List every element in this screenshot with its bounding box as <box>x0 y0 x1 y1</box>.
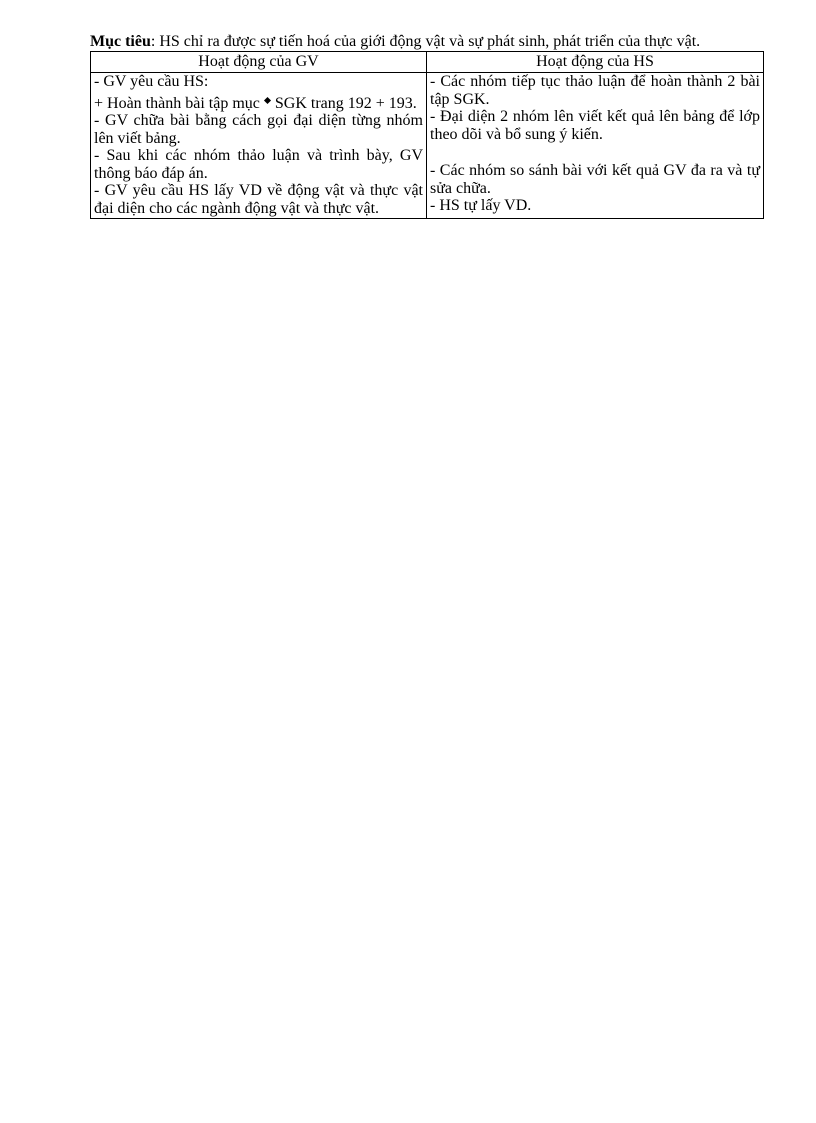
hs-activities-cell <box>427 73 764 219</box>
spacer <box>430 143 760 162</box>
objective-paragraph <box>90 33 763 51</box>
activities-table <box>90 51 764 219</box>
gv-item-request: - GV yêu cầu HS: <box>94 73 209 90</box>
gv-item-exercise <box>94 95 423 113</box>
table-header-row <box>91 52 764 73</box>
objective-separator: : <box>150 33 160 50</box>
header-hs: Hoạt động của HS <box>427 52 764 73</box>
gv-item-exercise-end: SGK trang 192 + 193. <box>274 94 417 112</box>
hs-item-board: - Đại diện 2 nhóm lên viết kết quả lên bảng để lớp theo dõi và bổ sung ý kiến. <box>430 108 760 143</box>
gv-activities-cell <box>91 73 427 219</box>
gv-item-answer: - Sau khi các nhóm thảo luận và trình bày, GV thông báo đáp án. <box>94 147 423 182</box>
table-row <box>91 73 764 219</box>
gv-item-correction: - GV chữa bài bằng cách gọi đại diện từng nhóm lên viết bảng. <box>94 112 423 147</box>
objective-text: HS chỉ ra được sự tiến hoá của giới động vật và sự phát sinh, phát triển của thực vật. <box>159 33 701 50</box>
header-gv: Hoạt động của GV <box>91 52 427 73</box>
diamond-bullet-icon <box>264 97 271 104</box>
gv-item-exercise-start: + Hoàn thành bài tập mục <box>94 94 260 112</box>
gv-item-examples: - GV yêu cầu HS lấy VD về động vật và thực vật đại diện cho các ngành động vật và thực vật. <box>94 182 423 217</box>
document-page <box>90 33 763 219</box>
hs-item-examples: - HS tự lấy VD. <box>430 197 532 214</box>
hs-item-compare: - Các nhóm so sánh bài với kết quả GV đa ra và tự sửa chữa. <box>430 162 760 197</box>
hs-item-discussion: - Các nhóm tiếp tục thảo luận để hoàn thành 2 bài tập SGK. <box>430 73 760 108</box>
objective-label: Mục tiêu <box>90 33 151 50</box>
